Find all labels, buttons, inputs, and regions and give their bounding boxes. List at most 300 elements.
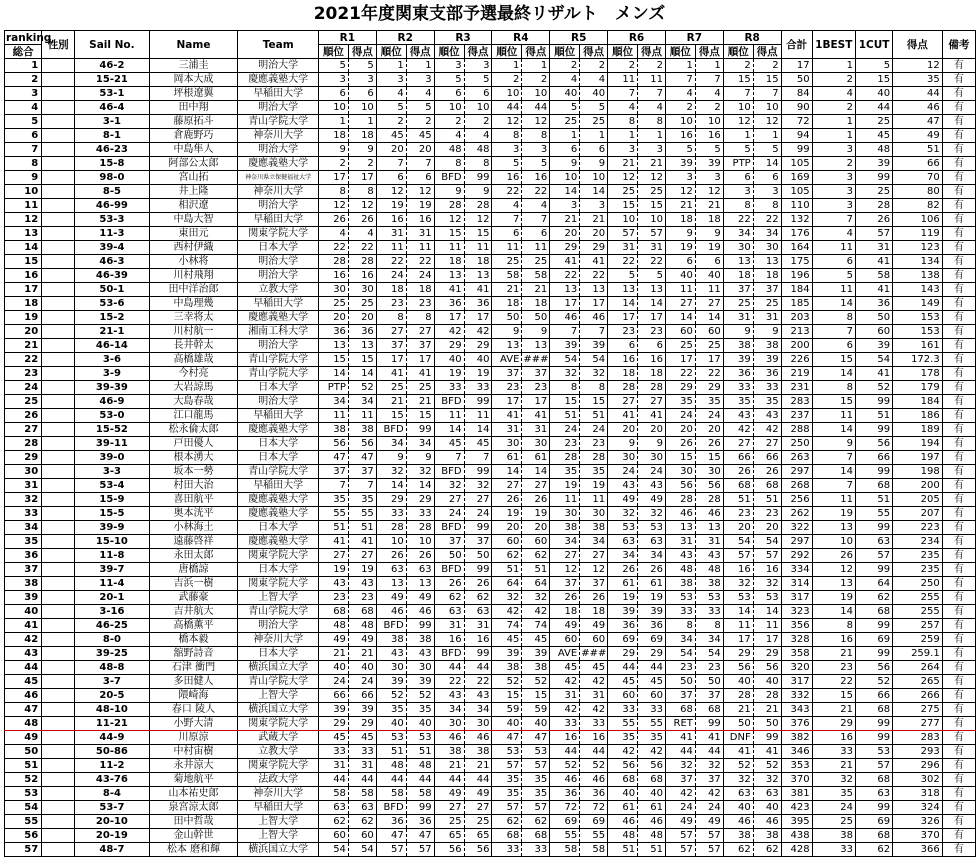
race-position-cell: 23 — [665, 661, 695, 675]
race-position-cell: 57 — [376, 843, 406, 857]
race-position-cell: 55 — [318, 507, 348, 521]
table-row — [5, 759, 976, 773]
rank-cell: 16 — [5, 269, 42, 283]
sail-cell: 15-8 — [75, 157, 149, 171]
note-cell: 有 — [942, 829, 975, 843]
rank-cell: 24 — [5, 381, 42, 395]
total-cell: 382 — [781, 731, 812, 745]
race-points-cell: 49 — [464, 787, 492, 801]
points-cell: 46 — [893, 101, 943, 115]
race-position-cell: 44 — [376, 773, 406, 787]
race-position-cell: 6 — [665, 255, 695, 269]
race-position-cell: 34 — [376, 437, 406, 451]
sail-cell: 46-39 — [75, 269, 149, 283]
gender-cell — [42, 157, 75, 171]
cut-cell: 54 — [855, 353, 892, 367]
sail-cell: 3-6 — [75, 353, 149, 367]
race-points-cell: 9 — [638, 437, 666, 451]
race-position-cell: 6 — [608, 339, 638, 353]
race-position-cell: 41 — [492, 409, 522, 423]
race-position-cell: 51 — [550, 409, 580, 423]
race-points-cell: 7 — [348, 479, 376, 493]
race-position-cell: 32 — [376, 465, 406, 479]
race-position-cell: 23 — [723, 507, 753, 521]
race-position-cell: 3 — [550, 199, 580, 213]
race-position-cell: 28 — [550, 451, 580, 465]
note-cell: 有 — [942, 241, 975, 255]
rank-cell: 37 — [5, 563, 42, 577]
race-points-cell: 39 — [753, 353, 781, 367]
cut-cell: 63 — [855, 787, 892, 801]
gender-cell — [42, 423, 75, 437]
race-position-cell: 11 — [608, 73, 638, 87]
race-points-cell: 49 — [638, 493, 666, 507]
note-cell: 有 — [942, 591, 975, 605]
race-points-cell: 34 — [406, 437, 434, 451]
race-points-cell: 27 — [406, 325, 434, 339]
col-r8: R8 — [723, 31, 781, 45]
race-position-cell: 38 — [434, 745, 464, 759]
race-position-cell: 19 — [665, 241, 695, 255]
race-points-cell: 68 — [638, 773, 666, 787]
race-points-cell: 26 — [348, 213, 376, 227]
name-cell: 岡本大成 — [149, 73, 238, 87]
sub-pts: 得点 — [464, 45, 492, 59]
race-position-cell: 20 — [665, 423, 695, 437]
name-cell: 武藤豪 — [149, 591, 238, 605]
best-cell: 4 — [812, 87, 855, 101]
gender-cell — [42, 647, 75, 661]
race-position-cell: 32 — [550, 367, 580, 381]
sail-cell: 21-1 — [75, 325, 149, 339]
total-cell: 105 — [781, 185, 812, 199]
race-position-cell: 30 — [550, 507, 580, 521]
note-cell: 有 — [942, 297, 975, 311]
race-position-cell: 38 — [723, 339, 753, 353]
gender-cell — [42, 507, 75, 521]
race-points-cell: 56 — [638, 759, 666, 773]
sail-cell: 3-3 — [75, 465, 149, 479]
col-gender: 性別 — [42, 31, 75, 59]
race-points-cell: 12 — [406, 185, 434, 199]
race-points-cell: 34 — [348, 395, 376, 409]
race-position-cell: 5 — [550, 101, 580, 115]
points-cell: 366 — [893, 843, 943, 857]
sail-cell: 53-3 — [75, 213, 149, 227]
col-r2: R2 — [376, 31, 434, 45]
name-cell: 西村伊織 — [149, 241, 238, 255]
race-position-cell: 40 — [376, 717, 406, 731]
race-position-cell: 13 — [376, 577, 406, 591]
rank-cell: 6 — [5, 129, 42, 143]
race-points-cell: 47 — [348, 451, 376, 465]
race-points-cell: 30 — [753, 241, 781, 255]
total-cell: 169 — [781, 171, 812, 185]
race-points-cell: 14 — [753, 605, 781, 619]
race-points-cell: 25 — [580, 115, 608, 129]
team-cell: 慶應義塾大学 — [238, 493, 319, 507]
race-position-cell: 62 — [434, 591, 464, 605]
race-position-cell: 50 — [492, 311, 522, 325]
race-position-cell: 32 — [723, 577, 753, 591]
race-position-cell: 63 — [376, 563, 406, 577]
race-position-cell: 53 — [608, 521, 638, 535]
race-points-cell: 13 — [464, 269, 492, 283]
race-position-cell: 21 — [492, 283, 522, 297]
total-cell: 328 — [781, 633, 812, 647]
race-position-cell: 27 — [434, 801, 464, 815]
sail-cell: 11-21 — [75, 717, 149, 731]
points-cell: 49 — [893, 129, 943, 143]
race-points-cell: 46 — [580, 311, 608, 325]
race-position-cell: 10 — [376, 535, 406, 549]
race-position-cell: 29 — [608, 647, 638, 661]
race-points-cell: 34 — [753, 227, 781, 241]
race-points-cell: 68 — [348, 605, 376, 619]
points-cell: 302 — [893, 773, 943, 787]
race-position-cell: PTP — [723, 157, 753, 171]
name-cell: 阿部公太郎 — [149, 157, 238, 171]
race-position-cell: 41 — [318, 535, 348, 549]
cut-cell: 57 — [855, 549, 892, 563]
race-points-cell: 39 — [580, 339, 608, 353]
race-points-cell: 21 — [753, 703, 781, 717]
race-position-cell: 6 — [723, 171, 753, 185]
race-points-cell: 36 — [638, 619, 666, 633]
race-points-cell: 99 — [464, 647, 492, 661]
best-cell: 4 — [812, 227, 855, 241]
race-points-cell: 10 — [522, 87, 550, 101]
table-row — [5, 101, 976, 115]
race-position-cell: 54 — [318, 843, 348, 857]
race-points-cell: 28 — [406, 521, 434, 535]
race-points-cell: 14 — [638, 297, 666, 311]
race-points-cell: 36 — [464, 297, 492, 311]
note-cell: 有 — [942, 745, 975, 759]
name-cell: 井上隆 — [149, 185, 238, 199]
race-position-cell: 46 — [434, 731, 464, 745]
points-cell: 324 — [893, 801, 943, 815]
race-position-cell: 41 — [434, 283, 464, 297]
race-position-cell: 58 — [492, 269, 522, 283]
race-position-cell: 51 — [723, 493, 753, 507]
race-points-cell: 42 — [580, 703, 608, 717]
team-cell: 明治大学 — [238, 619, 319, 633]
race-position-cell: 37 — [723, 283, 753, 297]
race-points-cell: 48 — [348, 619, 376, 633]
race-position-cell: 28 — [318, 255, 348, 269]
race-points-cell: 30 — [522, 437, 550, 451]
rank-cell: 30 — [5, 465, 42, 479]
race-points-cell: 3 — [753, 185, 781, 199]
race-points-cell: 5 — [638, 269, 666, 283]
race-position-cell: 52 — [550, 759, 580, 773]
total-cell: 346 — [781, 745, 812, 759]
race-points-cell: 56 — [348, 437, 376, 451]
race-position-cell: 4 — [665, 87, 695, 101]
note-cell: 有 — [942, 731, 975, 745]
race-points-cell: 20 — [348, 311, 376, 325]
gender-cell — [42, 605, 75, 619]
race-points-cell: 26 — [406, 549, 434, 563]
name-cell: 村田大治 — [149, 479, 238, 493]
table-row — [5, 87, 976, 101]
table-row — [5, 773, 976, 787]
best-cell: 14 — [812, 423, 855, 437]
race-points-cell: 1 — [348, 115, 376, 129]
best-cell: 15 — [812, 395, 855, 409]
sail-cell: 39-9 — [75, 521, 149, 535]
name-cell: 奥本洸平 — [149, 507, 238, 521]
race-position-cell: 26 — [318, 213, 348, 227]
race-points-cell: 28 — [580, 451, 608, 465]
race-position-cell: 36 — [608, 619, 638, 633]
name-cell: 川村航一 — [149, 325, 238, 339]
race-points-cell: 3 — [695, 171, 723, 185]
gender-cell — [42, 451, 75, 465]
total-cell: 358 — [781, 647, 812, 661]
race-position-cell: 5 — [376, 101, 406, 115]
gender-cell — [42, 465, 75, 479]
race-position-cell: 44 — [550, 745, 580, 759]
race-position-cell: 51 — [376, 745, 406, 759]
race-position-cell: 50 — [434, 549, 464, 563]
race-position-cell: 6 — [434, 87, 464, 101]
race-points-cell: 43 — [753, 409, 781, 423]
sail-cell: 15-21 — [75, 73, 149, 87]
race-points-cell: 65 — [464, 829, 492, 843]
race-points-cell: 35 — [753, 395, 781, 409]
col-points: 得点 — [893, 31, 943, 59]
race-position-cell: 37 — [376, 339, 406, 353]
note-cell: 有 — [942, 283, 975, 297]
race-points-cell: 13 — [522, 339, 550, 353]
best-cell: 15 — [812, 689, 855, 703]
table-row — [5, 199, 976, 213]
race-points-cell: 18 — [348, 129, 376, 143]
race-points-cell: 19 — [580, 479, 608, 493]
race-points-cell: 39 — [522, 647, 550, 661]
team-cell: 立教大学 — [238, 745, 319, 759]
points-cell: 293 — [893, 745, 943, 759]
race-position-cell: 12 — [376, 185, 406, 199]
race-position-cell: 27 — [665, 297, 695, 311]
name-cell: 隈崎海 — [149, 689, 238, 703]
race-points-cell: 33 — [695, 605, 723, 619]
team-cell: 青山学院大学 — [238, 465, 319, 479]
cut-cell: 39 — [855, 157, 892, 171]
race-points-cell: 54 — [753, 535, 781, 549]
race-points-cell: 72 — [580, 801, 608, 815]
race-points-cell: 14 — [753, 157, 781, 171]
race-position-cell: 35 — [608, 731, 638, 745]
race-position-cell: 39 — [665, 157, 695, 171]
race-points-cell: 31 — [753, 311, 781, 325]
race-position-cell: AVE — [550, 647, 580, 661]
total-cell: 297 — [781, 465, 812, 479]
race-points-cell: 37 — [753, 283, 781, 297]
total-cell: 428 — [781, 843, 812, 857]
table-row — [5, 843, 976, 857]
race-points-cell: 53 — [753, 591, 781, 605]
race-position-cell: 14 — [608, 297, 638, 311]
total-cell: 72 — [781, 115, 812, 129]
cut-cell: 41 — [855, 367, 892, 381]
race-points-cell: 27 — [695, 297, 723, 311]
race-points-cell: 51 — [753, 493, 781, 507]
race-points-cell: 16 — [406, 213, 434, 227]
race-points-cell: 61 — [522, 451, 550, 465]
race-points-cell: 11 — [638, 73, 666, 87]
sail-cell: 53-0 — [75, 409, 149, 423]
note-cell: 有 — [942, 647, 975, 661]
table-row — [5, 535, 976, 549]
race-points-cell: 7 — [753, 87, 781, 101]
cut-cell: 56 — [855, 661, 892, 675]
race-position-cell: 2 — [376, 115, 406, 129]
race-points-cell: 53 — [695, 591, 723, 605]
team-cell: 上智大学 — [238, 591, 319, 605]
race-position-cell: 24 — [665, 409, 695, 423]
col-r5: R5 — [550, 31, 608, 45]
points-cell: 138 — [893, 269, 943, 283]
race-position-cell: 64 — [492, 577, 522, 591]
best-cell: 29 — [812, 717, 855, 731]
race-position-cell: 33 — [665, 605, 695, 619]
sail-cell: 53-4 — [75, 479, 149, 493]
race-points-cell: 1 — [522, 59, 550, 73]
race-position-cell: 22 — [608, 255, 638, 269]
race-points-cell: 34 — [464, 703, 492, 717]
race-points-cell: 33 — [580, 717, 608, 731]
note-cell: 有 — [942, 479, 975, 493]
race-points-cell: 8 — [522, 129, 550, 143]
race-points-cell: 62 — [753, 843, 781, 857]
name-cell: 中島隼人 — [149, 143, 238, 157]
race-points-cell: 2 — [695, 101, 723, 115]
race-position-cell: 9 — [550, 157, 580, 171]
race-position-cell: 3 — [376, 73, 406, 87]
race-points-cell: 23 — [753, 507, 781, 521]
gender-cell — [42, 773, 75, 787]
race-points-cell: 9 — [695, 227, 723, 241]
race-position-cell: 4 — [550, 73, 580, 87]
race-position-cell: 27 — [723, 437, 753, 451]
race-points-cell: 24 — [464, 507, 492, 521]
race-position-cell: 3 — [723, 185, 753, 199]
race-position-cell: 22 — [492, 185, 522, 199]
best-cell: 19 — [812, 591, 855, 605]
race-position-cell: 17 — [723, 633, 753, 647]
race-points-cell: 4 — [580, 73, 608, 87]
race-points-cell: 37 — [348, 465, 376, 479]
race-points-cell: 16 — [522, 171, 550, 185]
team-cell: 関東学院大学 — [238, 227, 319, 241]
race-position-cell: 49 — [550, 619, 580, 633]
col-cut: 1CUT — [855, 31, 892, 59]
points-cell: 205 — [893, 493, 943, 507]
race-position-cell: 17 — [665, 353, 695, 367]
race-position-cell: 37 — [550, 577, 580, 591]
race-position-cell: 35 — [318, 493, 348, 507]
race-position-cell: 20 — [376, 143, 406, 157]
race-points-cell: 12 — [348, 199, 376, 213]
race-points-cell: 3 — [580, 199, 608, 213]
race-points-cell: 12 — [638, 171, 666, 185]
best-cell: 11 — [812, 283, 855, 297]
race-position-cell: 11 — [550, 493, 580, 507]
team-cell: 関東学院大学 — [238, 577, 319, 591]
header-row-1 — [5, 31, 976, 45]
table-row — [5, 787, 976, 801]
race-position-cell: 61 — [608, 801, 638, 815]
race-points-cell: 10 — [406, 535, 434, 549]
gender-cell — [42, 297, 75, 311]
cut-cell: 99 — [855, 171, 892, 185]
gender-cell — [42, 129, 75, 143]
sail-cell: 8-5 — [75, 185, 149, 199]
race-points-cell: 35 — [580, 465, 608, 479]
race-points-cell: 60 — [695, 325, 723, 339]
sail-cell: 3-7 — [75, 675, 149, 689]
race-points-cell: 37 — [695, 689, 723, 703]
race-position-cell: 7 — [434, 451, 464, 465]
race-position-cell: 60 — [608, 689, 638, 703]
race-points-cell: 29 — [464, 339, 492, 353]
race-position-cell: 16 — [376, 213, 406, 227]
race-points-cell: 32 — [522, 591, 550, 605]
race-points-cell: 16 — [695, 129, 723, 143]
race-position-cell: 6 — [492, 227, 522, 241]
race-position-cell: 22 — [550, 269, 580, 283]
race-points-cell: 40 — [464, 353, 492, 367]
race-position-cell: 18 — [318, 129, 348, 143]
race-points-cell: 99 — [406, 801, 434, 815]
best-cell: 3 — [812, 185, 855, 199]
rank-cell: 51 — [5, 759, 42, 773]
race-position-cell: BFD — [434, 465, 464, 479]
table-row — [5, 325, 976, 339]
cut-cell: 66 — [855, 689, 892, 703]
sub-pos: 順位 — [492, 45, 522, 59]
points-cell: 234 — [893, 535, 943, 549]
col-team: Team — [238, 31, 319, 59]
race-points-cell: 26 — [580, 591, 608, 605]
cut-cell: 45 — [855, 129, 892, 143]
race-points-cell: 41 — [695, 731, 723, 745]
note-cell: 有 — [942, 59, 975, 73]
race-position-cell: 25 — [550, 115, 580, 129]
gender-cell — [42, 591, 75, 605]
race-points-cell: 45 — [348, 731, 376, 745]
race-position-cell: 10 — [318, 101, 348, 115]
race-points-cell: 48 — [638, 829, 666, 843]
race-points-cell: 99 — [464, 563, 492, 577]
race-position-cell: 17 — [608, 311, 638, 325]
team-cell: 神奈川大学 — [238, 633, 319, 647]
rank-cell: 5 — [5, 115, 42, 129]
race-position-cell: 45 — [434, 437, 464, 451]
race-position-cell: 13 — [665, 521, 695, 535]
gender-cell — [42, 395, 75, 409]
race-points-cell: 21 — [522, 283, 550, 297]
race-points-cell: 62 — [464, 591, 492, 605]
race-points-cell: 35 — [638, 731, 666, 745]
race-position-cell: 60 — [318, 829, 348, 843]
race-points-cell: 57 — [522, 759, 550, 773]
sail-cell: 20-5 — [75, 689, 149, 703]
cut-cell: 99 — [855, 395, 892, 409]
